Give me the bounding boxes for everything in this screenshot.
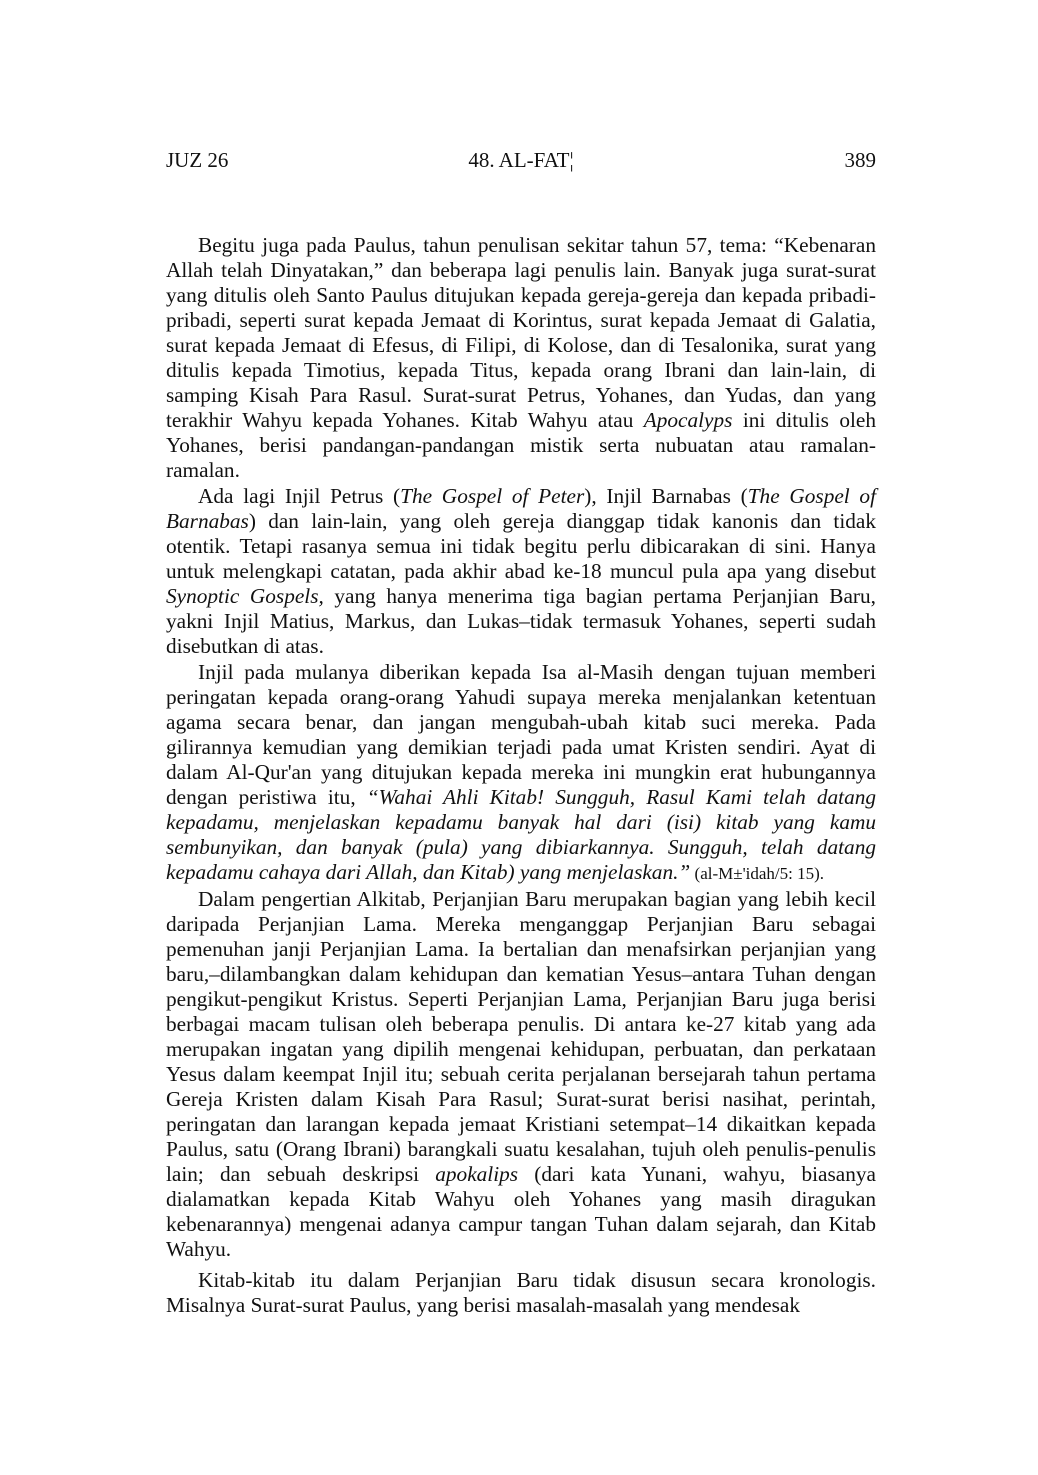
text-run: Dalam pengertian Alkitab, Perjanjian Baru merupakan bagian yang lebih kecil daripada Perjanjian Lama. Mereka menganggap Perjanjian Baru sebagai pemenuhan janji Perjanjian Lama. Ia bertalian dan menafsirkan perjanjian yang baru,–dilambangkan dalam kehidupan dan kematian Yesus–antara Tuhan dengan pengikut-pengikut Kristus. Seperti Perjanjian Lama, Perjanjian Baru juga berisi berbagai macam tulisan oleh beberapa penulis. Di antara ke-27 kitab yang ada merupakan ingatan yang dipilih mengenai kehidupan, perbuatan, dan perkataan Yesus dalam keempat Injil itu; sebuah cerita perjalanan bersejarah tahun pertama Gereja Kristen dalam Kisah Para Rasul; Surat-surat berisi nasihat, perintah, peringatan dan larangan kepada jemaat Kristiani setempat–14 dikaitkan kepada Paulus, satu (Orang Ibrani) barangkali suatu kesalahan, tujuh oleh penulis-penulis lain; dan sebuah deskripsi [166, 887, 876, 1186]
running-header [166, 146, 876, 174]
paragraph [166, 660, 876, 886]
text-run: Ada lagi Injil Petrus ( [198, 484, 401, 508]
text-run: ini ditulis oleh Yohanes, berisi pandangan-pandangan mistik serta nubuatan atau ramalan-ramalan. [166, 408, 877, 482]
body-text [166, 233, 876, 1318]
paragraph [166, 1268, 876, 1318]
italic-term: The Gospel of Barnabas [166, 484, 876, 533]
text-run: yang hanya menerima tiga bagian pertama Perjanjian Baru, yakni Injil Matius, Markus, dan Lukas–tidak termasuk Yohanes, seperti sudah disebutkan di atas. [166, 584, 876, 658]
text-run: ) dan lain-lain, yang oleh gereja dianggap tidak kanonis dan tidak otentik. Tetapi rasanya semua ini tidak begitu perlu dibicarakan di sini. Hanya untuk melengkapi catatan, pada akhir abad ke-18 muncul pula apa yang disebut [166, 509, 876, 583]
page-number: 389 [844, 148, 876, 172]
quran-quote: “Wahai Ahli Kitab! Sungguh, Rasul Kami telah datang kepadamu, menjelaskan kepadamu banyak hal dari (isi) kitab yang kamu sembunyikan, dan banyak (pula) yang dibiarkannya. Sungguh, telah datang kepadamu cahaya dari Allah, dan Kitab) yang menjelaskan.” [166, 785, 877, 884]
italic-term: Apocalyps [643, 408, 733, 432]
juz-label: JUZ 26 [166, 148, 229, 172]
paragraph [166, 233, 876, 483]
text-run: Kitab-kitab itu dalam Perjanjian Baru tidak disusun secara kronologis. Misalnya Surat-surat Paulus, yang berisi masalah-masalah yang mendesak [166, 1268, 876, 1317]
text-run: Begitu juga pada Paulus, tahun penulisan sekitar tahun 57, tema: “Kebenaran Allah telah Dinyatakan,” dan beberapa lagi penulis lain. Banyak juga surat-surat yang ditulis oleh Santo Paulus ditujukan kepada gereja-gereja dan kepada pribadi-pribadi, seperti surat kepada Jemaat di Korintus, surat kepada Jemaat di Galatia, surat kepada Jemaat di Efesus, di Filipi, di Kolose, dan di Tesalonika, surat yang ditulis kepada Timotius, kepada Titus, kepada orang Ibrani dan lain-lain, di samping Kisah Para Rasul. Surat-surat Petrus, Yohanes, dan Yudas, dan yang terakhir Wahyu kepada Yohanes. Kitab Wahyu atau [166, 233, 876, 432]
italic-term: apokalips [435, 1162, 519, 1186]
paragraph [166, 887, 876, 1262]
text-run: (dari kata Yunani, wahyu, biasanya dialamatkan kepada Kitab Wahyu oleh Yohanes yang masih diragukan kebenarannya) mengenai adanya campur tangan Tuhan dalam sejarah, dan Kitab Wahyu. [166, 1162, 876, 1261]
italic-term: The Gospel of Peter [400, 484, 585, 508]
verse-citation: (al-M±'idah/5: 15). [690, 864, 825, 883]
italic-term: Synoptic Gospels, [166, 584, 324, 608]
surah-title: 48. AL-FAT¦ [468, 148, 574, 172]
text-run: Injil pada mulanya diberikan kepada Isa al-Masih dengan tujuan memberi peringatan kepada orang-orang Yahudi supaya mereka menjalankan ketentuan agama secara benar, dan jangan mengubah-ubah kitab suci mereka. Pada gilirannya kemudian yang demikian terjadi pada umat Kristen sendiri. Ayat di dalam Al-Qur'an yang ditujukan kepada mereka ini mungkin erat hubungannya dengan peristiwa itu, [166, 660, 876, 809]
paragraph [166, 484, 876, 659]
text-run: ), Injil Barnabas ( [584, 484, 748, 508]
